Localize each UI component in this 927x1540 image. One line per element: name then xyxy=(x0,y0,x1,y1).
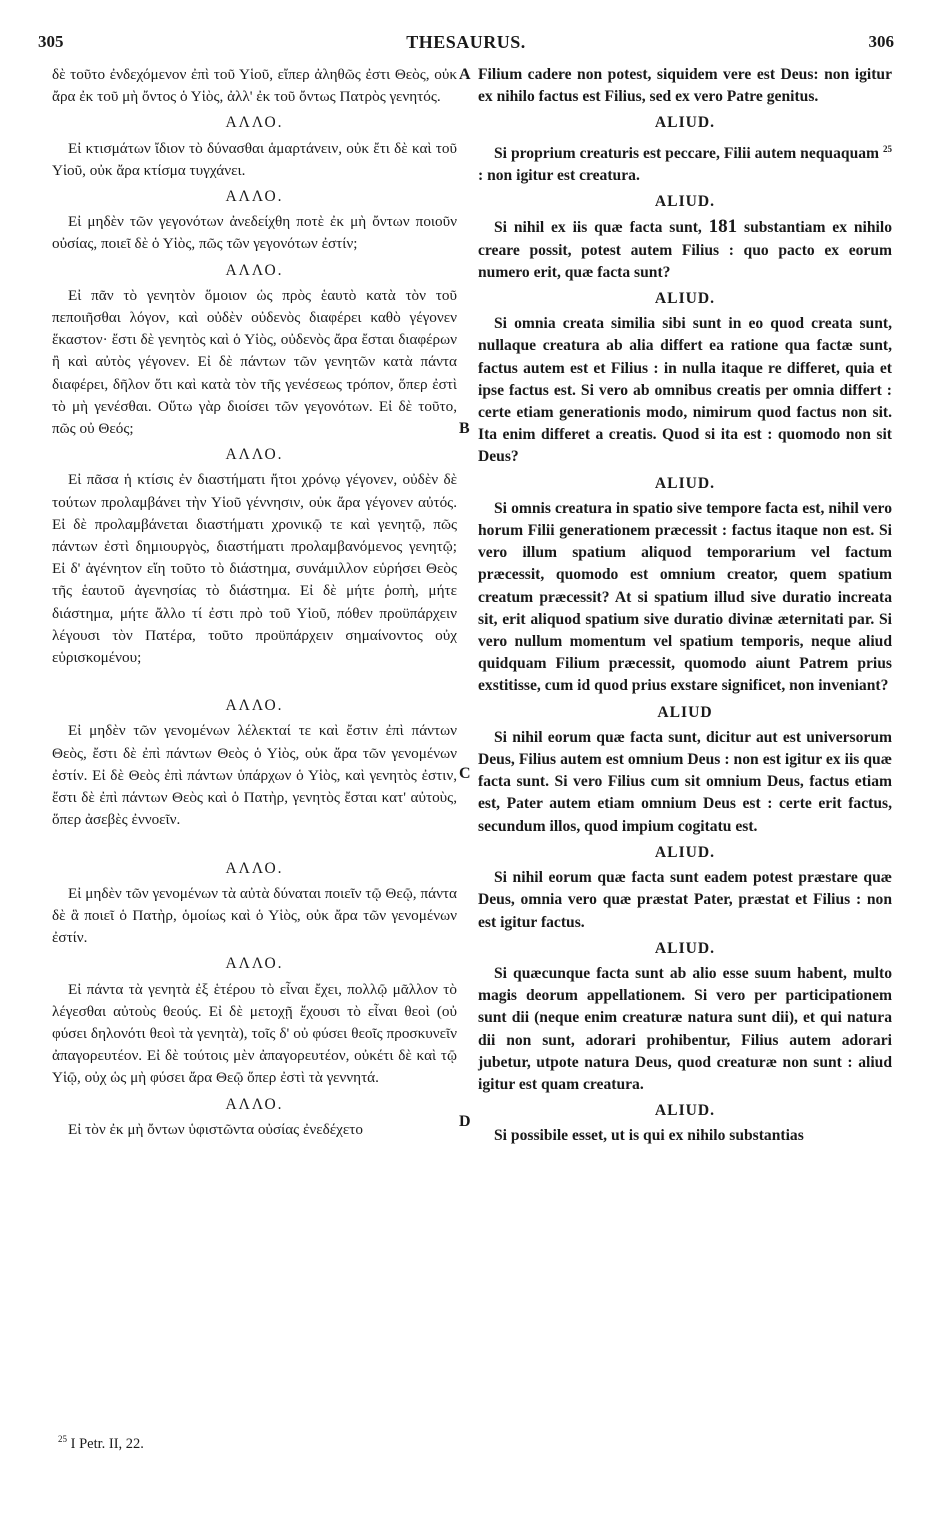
greek-section-heading: ΑΛΛΟ. xyxy=(225,446,284,464)
page-header xyxy=(38,32,894,58)
greek-paragraph: Εἰ μηδὲν τῶν γενομένων τὰ αὐτὰ δύναται ποιεῖν τῷ Θεῷ, πάντα δὲ ἃ ποιεῖ ὁ Πατὴρ, ὁμοίως καὶ ὁ Υἱὸς, οὐκ ἄρα τῶν γενομένων ἐστίν. xyxy=(52,884,457,947)
margin-marker-b: B xyxy=(459,420,470,437)
greek-paragraph: Εἰ τὸν ἐκ μὴ ὄντων ὑφιστῶντα οὐσίας ἐνεδέχετο xyxy=(68,1120,363,1138)
greek-section-heading: ΑΛΛΟ. xyxy=(225,261,284,279)
latin-section-heading: ALIUD xyxy=(657,703,713,721)
running-title: THESAURUS. xyxy=(406,32,526,52)
greek-paragraph: Εἰ πᾶσα ἡ κτίσις ἐν διαστήματι ἤτοι χρόνῳ γέγονεν, οὐδὲν δὲ τούτων προλαμβάνει τὴν Υἱοῦ γέννησιν, οὐκ ἄρα γέγονεν αὐτός. Εἰ δὲ προλαμβάνεται διαστήματι χρονικῷ τε καὶ γενητῷ, πῶς πάντων ἐστὶ δημιουργὸς, διαστήματι προλαμβανόμενος γενητῷ; Εἰ δ' ἀγένητον εἴη τοῦτο τὸ διάστημα, συνάμιλλον εὑρήσει Θεὸς τῆς ἑαυτοῦ ἀγενησίας τὸ διάστημα. Εἰ δὲ μήτε ῥοπὴ, μήτε διάστημα, μήτε ἄλλο τί ἐστι πρὸ τοῦ Υἱοῦ, πόθεν προϋπάρχειν λέγουσι τὸν Πατέρα, τοῦτο προϋπάρχειν σημαίνοντος οὐχ εὑρισκομένου; xyxy=(52,471,457,667)
latin-paragraph xyxy=(478,138,892,188)
latin-paragraph: Si omnia creata similia sibi sunt in eo quod creata sunt, nullaque creatura ab alia differt ea ratione qua factæ sunt, factus autem est et Filius : in nulla itaque re differet, quia et ipse factus est. Si vero ab omnibus creatis per omnia differt : certe etiam generationis modo, nimirum quod factus non sit. Ita enim differet a creatis. Quod si ita est : quomodo non sit Deus? xyxy=(478,315,892,466)
footnote-reference: 25 xyxy=(883,143,892,154)
greek-section-heading: ΑΛΛΟ. xyxy=(225,955,284,973)
latin-section-heading: ALIUD. xyxy=(654,193,716,211)
column-number: 181 xyxy=(708,216,738,238)
greek-section-heading: ΑΛΛΟ. xyxy=(225,1095,284,1113)
greek-paragraph: Εἰ πάντα τὰ γενητὰ ἐξ ἑτέρου τὸ εἶναι ἔχει, πολλῷ μᾶλλον τὸ λέγεσθαι αὐτοὺς θεούς. Εἰ δὲ μετοχῇ ἔχουσι τὸ εἶναι θεοὶ (οὐ φύσει δηλονότι θεοὶ τὰ γενητὰ), τοῖς δ' οὐ φύσει θεοῖς προσκυνεῖν ἀπαγορευτέον. Εἰ δὲ τούτοις μὲν ἀπαγορευτέον, οὐκέτι δὲ καὶ τῷ Υἱῷ, οὐχ ὡς μὴ φύσει ἄρα Θεῷ ὅπερ ἐστὶ τὰ γεννητά. xyxy=(52,980,457,1087)
latin-section-heading: ALIUD. xyxy=(654,474,716,492)
greek-paragraph: Εἰ μηδὲν τῶν γεγονότων ἀνεδείχθη ποτὲ ἐκ μὴ ὄντων ποιοῦν οὐσίας, ποιεῖ δὲ ὁ Υἱὸς, πῶς τῶν γεγονότων ἐστίν; xyxy=(52,213,457,253)
right-page-number: 306 xyxy=(868,32,894,51)
latin-paragraph: Si nihil eorum quæ facta sunt, dicitur aut est universorum Deus, Filius autem est omnium Deus : non est igitur ex iis quæ facta sunt. Si vero Filius cum sit omnium Deus, factus etiam est, Pater autem etiam omnium Deus est : certe erit factus, secundum illos, quod impium cogitatu est. xyxy=(478,728,892,835)
margin-marker-a: A xyxy=(459,66,471,83)
latin-text: : non igitur est creatura. xyxy=(478,167,640,184)
latin-section-heading: ALIUD. xyxy=(654,114,716,132)
greek-paragraph: Εἰ μηδὲν τῶν γενομένων λέλεκταί τε καὶ ἔστιν ἐπὶ πάντων Θεὸς, ἔστι δὲ ἐπὶ πάντων Θεὸς ὁ Υἱὸς, οὐκ ἄρα τῶν γενομένων ἐστίν. Εἰ δὲ Θεὸς ἐπὶ πάντων ὑπάρχων ὁ Υἱὸς, καὶ γενητὸς ἐστιν, ἔστι δὲ ἐπὶ πάντων Θεὸς καὶ ὁ Πατὴρ, γενητὸς ἔσται κατ' αὐτοὺς, ὅπερ ἀσεβὲς ἐννοεῖν. xyxy=(52,722,457,829)
latin-section-heading: ALIUD. xyxy=(654,290,716,308)
margin-marker-c: C xyxy=(459,765,471,782)
greek-section-heading: ΑΛΛΟ. xyxy=(225,114,284,132)
footnote-text: I Petr. II, 22. xyxy=(70,1435,144,1452)
greek-paragraph: δὲ τοῦτο ἐνδεχόμενον ἐπὶ τοῦ Υἱοῦ, εἴπερ ἀληθῶς ἐστι Θεὸς, οὐκ ἄρα ἐκ τοῦ μὴ ὄντος ὁ Υἱὸς, ἀλλ' ἐκ τοῦ ὄντως Πατρὸς γενητός. xyxy=(52,66,457,106)
greek-section-heading: ΑΛΛΟ. xyxy=(225,859,284,877)
latin-paragraph: Si quæcunque facta sunt ab alio esse suum habent, multo magis deorum appellationem. Si vero per participationem sunt dii (neque enim creaturæ natura sunt dii), et qui natura dii non sunt, adorari prohibentur, Filius autem adorari jubetur, utpote natura Deus, quod creaturæ non sunt : aliud igitur est quam creatura. xyxy=(478,964,892,1093)
latin-column xyxy=(478,64,892,1148)
latin-section-heading: ALIUD. xyxy=(654,843,716,861)
left-page-number: 305 xyxy=(38,32,64,51)
greek-paragraph: Εἰ πᾶν τὸ γενητὸν ὅμοιον ὡς πρὸς ἑαυτὸ κατὰ τὸν τοῦ πεποιῆσθαι λόγον, καὶ οὐδὲν οὐδενὸς διαφέρει καθὸ γέγονεν ἕκαστον· ἔστι δὲ γενητὸς καὶ ὁ Υἱὸς, οὐδενὸς ἄρα ἔσται διαφέρων ἢ καὶ αὐτὸς γέγονεν. Εἰ δὲ πάντων τῶν γενητῶν κατὰ πάντα διαφέρει, δῆλον ὅτι καὶ κατὰ τὸν τῆς γενέσεως τρόπον, ὅπερ ἐστὶ τὸ μὴ γενέσθαι. Οὕτω γὰρ διοίσει τῶν γεγονότων. Εἰ δὲ τοῦτο, πῶς οὐ Θεός; xyxy=(52,286,457,438)
latin-text: Si proprium creaturis est peccare, Filii autem nequaquam xyxy=(494,144,880,162)
latin-paragraph: Si omnis creatura in spatio sive tempore facta est, nihil vero horum Filii generationem præcessit : factus itaque non est. Si vero illum spatium aliquod temporarium vel factum præcessit, quomodo est omnium creator, quem spatium creatum præcessit? At si spatium illud sive duratio increata sit, erit aliquod spatium sive duratio divinæ æternitati par. Si vero nullum momentum vel spatium temporis, neque aliud quidquam Filium præcessit, quomodo aiunt Patrem prius exstitisse, cum id quod prius exstare significet, non inveniant? xyxy=(478,499,892,695)
footnote-number: 25 xyxy=(58,1434,67,1444)
latin-paragraph: Filium cadere non potest, siquidem vere est Deus: non igitur ex nihilo factus est Filius, sed ex vero Patre genitus. xyxy=(478,66,892,106)
latin-text: substantiam ex nihilo creare possit, potest autem Filius : quo pacto ex eorum numero erit, quæ facta sunt? xyxy=(478,219,892,281)
latin-section-heading: ALIUD. xyxy=(654,939,716,957)
greek-paragraph: Εἰ κτισμάτων ἴδιον τὸ δύνασθαι ἁμαρτάνειν, οὐκ ἔτι δὲ καὶ τοῦ Υἱοῦ, οὐκ ἄρα κτίσμα τυγχάνει. xyxy=(52,139,457,179)
footnote xyxy=(58,1434,144,1453)
latin-paragraph: Si nihil eorum quæ facta sunt eadem potest præstare quæ Deus, omnia vero quæ præstat Pater, præstat et Filius : non est igitur factus. xyxy=(478,869,892,931)
greek-column xyxy=(52,64,457,1141)
latin-paragraph xyxy=(478,216,892,284)
latin-text: Si nihil ex iis quæ facta sunt, xyxy=(494,219,702,237)
greek-section-heading: ΑΛΛΟ. xyxy=(225,697,284,715)
margin-marker-d: D xyxy=(459,1113,471,1130)
latin-paragraph: Si possibile esset, ut is qui ex nihilo substantias xyxy=(494,1127,804,1145)
latin-section-heading: ALIUD. xyxy=(654,1102,716,1120)
greek-section-heading: ΑΛΛΟ. xyxy=(225,188,284,206)
